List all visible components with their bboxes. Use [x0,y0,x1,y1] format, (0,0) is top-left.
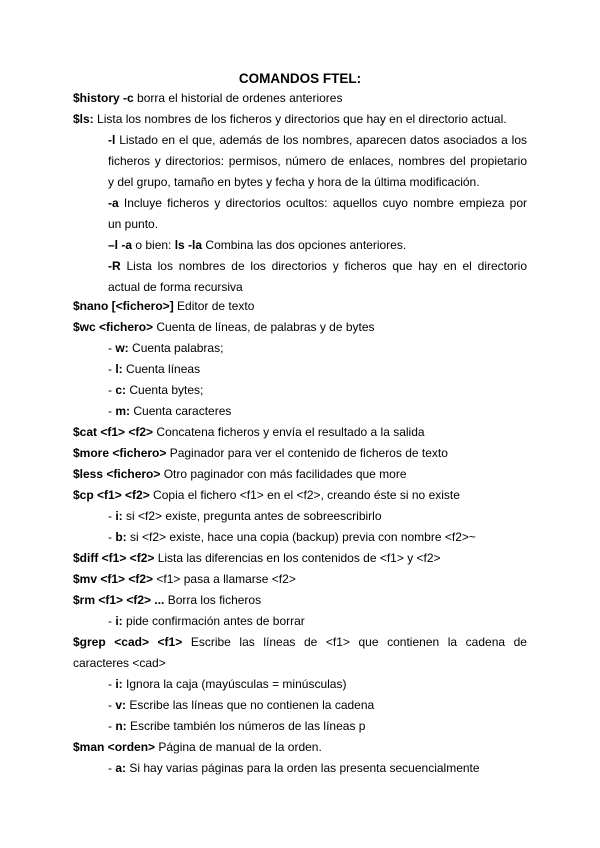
desc: Escribe las líneas que no contienen la cadena [126,698,375,712]
cmd: i: [115,614,123,628]
line-grep-v [108,698,374,712]
desc: Escribe las líneas de <f1> que contienen la cadena de [182,635,527,649]
desc: Lista los nombres de los ficheros y directorios que hay en el directorio actual. [93,112,507,126]
line-wc-m [108,404,231,418]
desc: borra el historial de ordenes anteriores [133,91,343,105]
cmd: $rm <f1> <f2> ... [73,593,165,607]
desc: Cuenta líneas [122,362,201,376]
line-grep [73,635,527,649]
line-ls-l-cont1 [108,154,527,168]
line-grep-n [108,719,365,733]
desc: Si hay varias páginas para la orden las presenta secuencialmente [126,761,480,775]
bullet: - [108,341,116,355]
bullet: - [108,383,116,397]
desc: Cuenta bytes; [126,383,204,397]
desc: un punto. [108,217,159,231]
line-ls-a-cont [108,217,158,231]
desc: si <f2> existe, pregunta antes de sobreescribirlo [122,509,382,523]
cmd: $nano [<fichero>] [73,299,174,313]
desc: Otro paginador con más facilidades que more [160,467,407,481]
bullet: - [108,677,116,691]
line-cat [73,425,425,439]
line-wc-c [108,383,203,397]
line-cp-b [108,530,476,544]
cmd: $mv <f1> <f2> [73,572,154,586]
bullet: - [108,698,116,712]
cmd: n: [115,719,127,733]
line-ls-a [108,196,527,210]
line-mv [73,572,296,586]
desc: Editor de texto [173,299,255,313]
desc: Concatena ficheros y envía el resultado a la salida [153,425,425,439]
desc: Cuenta caracteres [130,404,232,418]
cmd: b: [115,530,127,544]
line-wc-w [108,341,223,355]
cmd: $cat <f1> <f2> [73,425,154,439]
line-ls-la [108,238,406,252]
line-history [73,91,342,105]
cmd: $cp <f1> <f2> [73,488,150,502]
bullet: - [108,719,116,733]
desc: Borra los ficheros [164,593,262,607]
desc: ficheros y directorios: permisos, número de enlaces, nombres del propietario [108,154,527,168]
line-ls-R-cont [108,280,243,294]
document-title: COMANDOS FTEL: [238,71,362,86]
bullet: - [108,509,116,523]
line-cp-i [108,509,382,523]
desc: Listado en el que, además de los nombres, aparecen datos asociados a los [115,133,527,147]
cmd: m: [115,404,131,418]
desc: Escribe también los números de las líneas p [126,719,366,733]
bullet: - [108,404,116,418]
cmd: $ls: [73,112,94,126]
line-ls-l [108,133,527,147]
desc: Lista los nombres de los directorios y ficheros que hay en el directorio [120,259,527,273]
cmd: -R [108,259,121,273]
desc: Incluye ficheros y directorios ocultos: aquellos cuyo nombre empieza por [118,196,527,210]
line-diff [73,551,441,565]
line-less [73,467,407,481]
bullet: - [108,530,116,544]
line-more [73,446,448,460]
cmd: $more <fichero> [73,446,167,460]
cmd: $wc <fichero> [73,320,154,334]
cmd: $history -c [73,91,134,105]
desc: caracteres <cad> [73,656,166,670]
cmd: w: [115,341,129,355]
bullet: - [108,761,116,775]
cmd: –l -a [108,238,133,252]
cmd: c: [115,383,127,397]
bullet: - [108,614,116,628]
desc: si <f2> existe, hace una copia (backup) previa con nombre <f2>~ [126,530,476,544]
line-man-a [108,761,480,775]
desc: Paginador para ver el contenido de ficheros de texto [166,446,448,460]
line-man [73,740,322,754]
cmd: -l [108,133,116,147]
desc: Copia el fichero <f1> en el <f2>, creando éste si no existe [149,488,460,502]
desc: Página de manual de la orden. [155,740,322,754]
desc: <f1> pasa a llamarse <f2> [153,572,296,586]
desc: actual de forma recursiva [108,280,243,294]
line-nano [73,299,254,313]
cmd: -a [108,196,119,210]
line-ls [73,112,507,126]
line-rm-i [108,614,305,628]
line-wc [73,320,375,334]
cmd: $grep <cad> <f1> [73,635,183,649]
cmd: i: [115,677,123,691]
cmd: $less <fichero> [73,467,161,481]
cmd: v: [115,698,127,712]
line-ls-R [108,259,527,273]
cmd: i: [115,509,123,523]
cmd: $diff <f1> <f2> [73,551,155,565]
desc: y del grupo, tamaño en bytes y fecha y hora de la última modificación. [108,175,480,189]
desc: Lista las diferencias en los contenidos de <f1> y <f2> [154,551,441,565]
cmd: $man <orden> [73,740,156,754]
desc: o bien: [132,238,175,252]
desc: Cuenta de líneas, de palabras y de bytes [153,320,375,334]
line-cp [73,488,460,502]
bullet: - [108,362,116,376]
cmd: a: [115,761,127,775]
desc: Ignora la caja (mayúsculas = minúsculas) [122,677,347,691]
desc: pide confirmación antes de borrar [122,614,305,628]
line-ls-l-cont2 [108,175,480,189]
desc2: Combina las dos opciones anteriores. [202,238,407,252]
cmd2: ls -la [174,238,203,252]
cmd: l: [115,362,123,376]
line-grep-i [108,677,346,691]
line-wc-l [108,362,200,376]
desc: Cuenta palabras; [128,341,224,355]
line-grep-cont [73,656,166,670]
line-rm [73,593,261,607]
